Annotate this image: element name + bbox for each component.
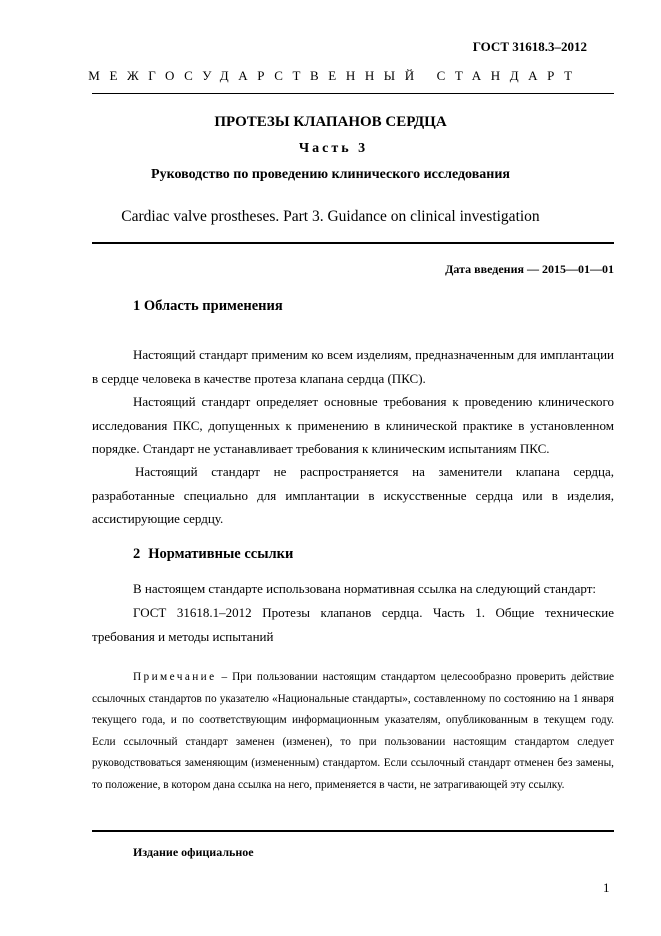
- note-block: [92, 667, 614, 796]
- section-2-paragraph-1: В настоящем стандарте использована нормативная ссылка на следующий стандарт:: [133, 581, 597, 596]
- note-text: – При пользовании настоящим стандартом целесообразно проверить действие ссылочных стандартов по указателю «Национальные стандарты», составленному по состоянию на 1 января текущего года, и по соответствующим информационным указателям, опубликованным в текущем году. Если ссылочный стандарт заменен (изменен), то при пользовании настоящим стандартом следует руководствоваться заменяющим (измененным) стандартом. Если ссылочный стандарт отменен без замены, то положение, в котором дана ссылка на него, применяется в части, не затрагивающей эту ссылку.: [92, 671, 614, 791]
- section-2-heading: [133, 546, 293, 563]
- document-code: ГОСТ 31618.3–2012: [472, 39, 587, 54]
- introduction-date: Дата введения — 2015—01—01: [445, 262, 614, 276]
- footer-divider: [92, 830, 614, 832]
- document-part: Часть 3: [298, 141, 369, 156]
- document-title: ПРОТЕЗЫ КЛАПАНОВ СЕРДЦА: [214, 114, 447, 130]
- section-1-heading: 1 Область применения: [133, 298, 283, 314]
- title-divider: [92, 242, 614, 244]
- header-divider: [92, 93, 614, 94]
- note-label: Примечание: [133, 671, 217, 683]
- page-number: 1: [603, 880, 610, 895]
- section-1-paragraph-3: Настоящий стандарт не распространяется на заменители клапана сердца, разработанные специально для имплантации в искусственные сердца или в изделия, ассистирующие сердцу.: [92, 464, 614, 526]
- section-2-number: 2: [133, 546, 141, 562]
- section-2-paragraph-2: ГОСТ 31618.1–2012 Протезы клапанов сердца. Часть 1. Общие технические требования и методы испытаний: [92, 605, 614, 644]
- section-1-paragraph-1: Настоящий стандарт применим ко всем изделиям, предназначенным для имплантации в сердце человека в качестве протеза клапана сердца (ПКС).: [92, 347, 614, 386]
- interstate-standard-label: МЕЖГОСУДАРСТВЕННЫЙ СТАНДАРТ: [88, 68, 582, 83]
- section-1-paragraph-2: Настоящий стандарт определяет основные требования к проведению клинического исследования ПКС, допущенных к применению в клинической практике в установленном порядке. Стандарт не устанавливает требования к клиническим испытаниям ПКС.: [92, 394, 614, 456]
- section-2-title: Нормативные ссылки: [148, 546, 294, 562]
- official-edition-label: Издание официальное: [133, 845, 254, 859]
- english-title: Cardiac valve prostheses. Part 3. Guidance on clinical investigation: [121, 208, 540, 225]
- document-subtitle: Руководство по проведению клинического исследования: [151, 167, 510, 182]
